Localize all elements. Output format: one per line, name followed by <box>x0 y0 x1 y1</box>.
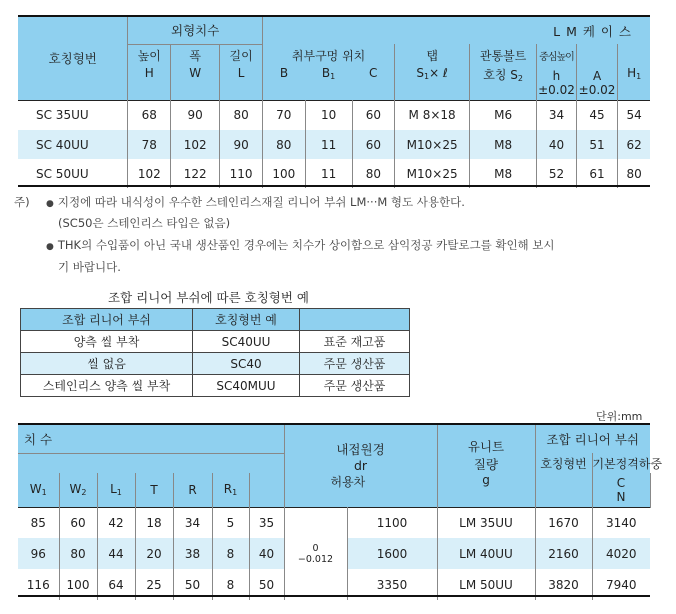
col-sym-R: R <box>173 473 212 507</box>
table-row <box>18 130 650 159</box>
col-header-bore-tol: 허용차 <box>284 473 437 507</box>
table-cell: 10 <box>305 100 352 130</box>
table-cell: M10×25 <box>395 159 470 188</box>
note-line-4: 기 바랍니다. <box>58 260 121 274</box>
table-cell: LM 50UU <box>437 569 535 600</box>
col-header-model: 호칭형번 <box>18 17 128 100</box>
table-cell: M 8×18 <box>395 100 470 130</box>
table-cell: 7940 <box>605 577 637 592</box>
table-row <box>18 159 650 188</box>
table-cell: 44 <box>97 538 135 569</box>
table-cell: SC40 <box>193 353 300 375</box>
unit-label: 단위:mm <box>596 410 643 423</box>
table-cell: 110 <box>220 159 263 188</box>
table-cell: 116 <box>18 569 59 600</box>
table-cell: 4020 <box>605 546 637 561</box>
bore-tolerance: 0 −0.012 <box>284 507 347 600</box>
table-cell: 20 <box>135 538 173 569</box>
note-line-2: (SC50은 스테인리스 타입은 없음) <box>58 216 231 230</box>
col-header-lm-model: 호칭형번 <box>535 453 592 473</box>
table-cell: 8 <box>212 569 249 600</box>
table-cell: 38 <box>173 538 212 569</box>
table-cell: M8 <box>469 159 536 188</box>
col-sym-W2: $W_2$ <box>59 473 97 507</box>
table-row <box>21 331 410 353</box>
table-cell: 80 <box>59 538 97 569</box>
col-sym-C: C N <box>592 473 650 507</box>
table-cell: 61 <box>576 159 618 188</box>
col-sym-S2: 호칭 $S_2$ <box>469 66 536 100</box>
col-header-length: 길이 <box>220 44 263 66</box>
table-cell: LM 40UU <box>437 538 535 569</box>
group-header-lm: 조합 리니어 부쉬 <box>546 432 639 447</box>
table-cell: 62 <box>626 137 642 152</box>
col-sym-H1: $H_1$ <box>627 66 642 81</box>
notes-prefix: 주) <box>14 195 30 209</box>
bullet-icon: ● <box>46 199 54 209</box>
table-cell: 양측 씰 부착 <box>21 331 193 353</box>
col-sym-L1: $L_1$ <box>97 473 135 507</box>
table-cell: 54 <box>626 108 642 123</box>
table-cell: SC 40UU <box>18 130 128 159</box>
col-header-center-height: 중심높이 <box>537 44 577 66</box>
table-cell: 122 <box>171 159 220 188</box>
table-cell: M6 <box>469 100 536 130</box>
table-cell: 2160 <box>535 538 592 569</box>
col-header-example: 호칭형번 예 <box>193 309 300 331</box>
table-row <box>18 100 650 130</box>
table-cell: 60 <box>59 507 97 538</box>
table-cell: 50 <box>249 569 284 600</box>
table-cell: 80 <box>262 130 305 159</box>
table-cell: 표준 재고품 <box>300 331 410 353</box>
col-header-tap: 탭 <box>395 44 470 66</box>
col-sym-H: H <box>128 66 171 100</box>
col-sym-R1: $R_1$ <box>212 473 249 507</box>
col-sym-W1: $W_1$ <box>18 473 59 507</box>
dimension-table <box>18 425 663 600</box>
col-sym-A: A ±0.02 <box>576 66 618 100</box>
table-cell: 90 <box>171 100 220 130</box>
col-sym-B: B <box>279 66 289 80</box>
col-header-load: 기본정격하중 <box>592 456 663 471</box>
table-cell: 70 <box>262 100 305 130</box>
group-header-dims: 치 수 <box>18 425 249 453</box>
table-cell: 34 <box>537 100 577 130</box>
table-cell: 64 <box>97 569 135 600</box>
table-cell: 45 <box>576 100 618 130</box>
table-cell: 1100 <box>347 507 437 538</box>
col-header-height: 높이 <box>128 44 171 66</box>
table-cell: SC 35UU <box>18 100 128 130</box>
table-cell: 1670 <box>535 507 592 538</box>
table-cell: 96 <box>18 538 59 569</box>
col-sym-B1: $B_1$ <box>321 66 336 81</box>
col-sym-C: C <box>352 66 395 100</box>
table-cell: 85 <box>18 507 59 538</box>
table-cell: 34 <box>173 507 212 538</box>
table3-bottom-rule <box>18 595 650 597</box>
table-cell: 78 <box>128 130 171 159</box>
table-cell: 42 <box>97 507 135 538</box>
col-header-mass: 유니트 질량 <box>437 425 535 473</box>
table-cell: 25 <box>135 569 173 600</box>
table-cell: M8 <box>469 130 536 159</box>
table-cell: 3140 <box>605 515 637 530</box>
table-cell: 11 <box>305 130 352 159</box>
table-cell: 스테인리스 양측 씰 부착 <box>21 375 193 397</box>
table-cell: M10×25 <box>395 130 470 159</box>
group-header-lm-case: L M 케 이 스 <box>553 23 632 39</box>
col-sym-S1: $S_1\times$ ℓ <box>395 66 470 100</box>
table-cell: LM 35UU <box>437 507 535 538</box>
table-cell: 51 <box>576 130 618 159</box>
table-row <box>21 375 410 397</box>
col-header-bore: 내접원경 dr <box>284 425 437 473</box>
table-cell: 1600 <box>347 538 437 569</box>
table-cell: 100 <box>59 569 97 600</box>
table-cell: 3350 <box>347 569 437 600</box>
table-cell: 80 <box>220 100 263 130</box>
col-sym-L: L <box>220 66 263 100</box>
table-cell: 5 <box>212 507 249 538</box>
col-header-bolt: 관통볼트 <box>469 44 536 66</box>
table-cell: 102 <box>128 159 171 188</box>
table-cell: 8 <box>212 538 249 569</box>
table-cell: 60 <box>352 130 395 159</box>
col-header-combo: 조합 리니어 부쉬 <box>21 309 193 331</box>
table2-title: 조합 리니어 부쉬에 따른 호칭형번 예 <box>108 290 309 305</box>
table-cell: 18 <box>135 507 173 538</box>
table-cell: 102 <box>171 130 220 159</box>
table-cell: SC40UU <box>193 331 300 353</box>
table1-bottom-rule <box>18 185 650 187</box>
table-cell: 40 <box>249 538 284 569</box>
col-header-mass-unit: g <box>437 473 535 507</box>
table-cell: 80 <box>352 159 395 188</box>
table-cell: SC 50UU <box>18 159 128 188</box>
table-cell: 100 <box>262 159 305 188</box>
bullet-icon: ● <box>46 242 54 252</box>
table-cell: 씰 없음 <box>21 353 193 375</box>
spec-table <box>18 17 650 188</box>
table-cell: SC40MUU <box>193 375 300 397</box>
table-cell: 3820 <box>535 569 592 600</box>
col-header-mount-pos: 취부구멍 위치 <box>262 44 394 66</box>
note-line-3: ● THK의 수입품이 아닌 국내 생산품인 경우에는 치수가 상이함으로 삼익정공 카탈로그를 확인해 보시 <box>46 238 555 252</box>
group-header-dims: 외형치수 <box>128 17 262 44</box>
col-sym-T: T <box>135 473 173 507</box>
table-cell: 52 <box>537 159 577 188</box>
model-example-table <box>20 308 410 397</box>
table-cell: 35 <box>249 507 284 538</box>
col-sym-h: h ±0.02 <box>537 66 577 100</box>
table-row <box>18 507 650 538</box>
table-cell: 주문 생산품 <box>300 375 410 397</box>
note-line-1: ● 지정에 따라 내식성이 우수한 스테인리스재질 리니어 부쉬 LM···M 형도 사용한다. <box>46 195 465 209</box>
table-cell: 60 <box>352 100 395 130</box>
table-cell: 68 <box>128 100 171 130</box>
table-cell: 80 <box>626 166 642 181</box>
table-cell: 50 <box>173 569 212 600</box>
table-cell: 40 <box>537 130 577 159</box>
col-header-width: 폭 <box>171 44 220 66</box>
col-sym-W: W <box>171 66 220 100</box>
table-cell: 11 <box>305 159 352 188</box>
table-cell: 90 <box>220 130 263 159</box>
table-row <box>21 353 410 375</box>
table-cell: 주문 생산품 <box>300 353 410 375</box>
